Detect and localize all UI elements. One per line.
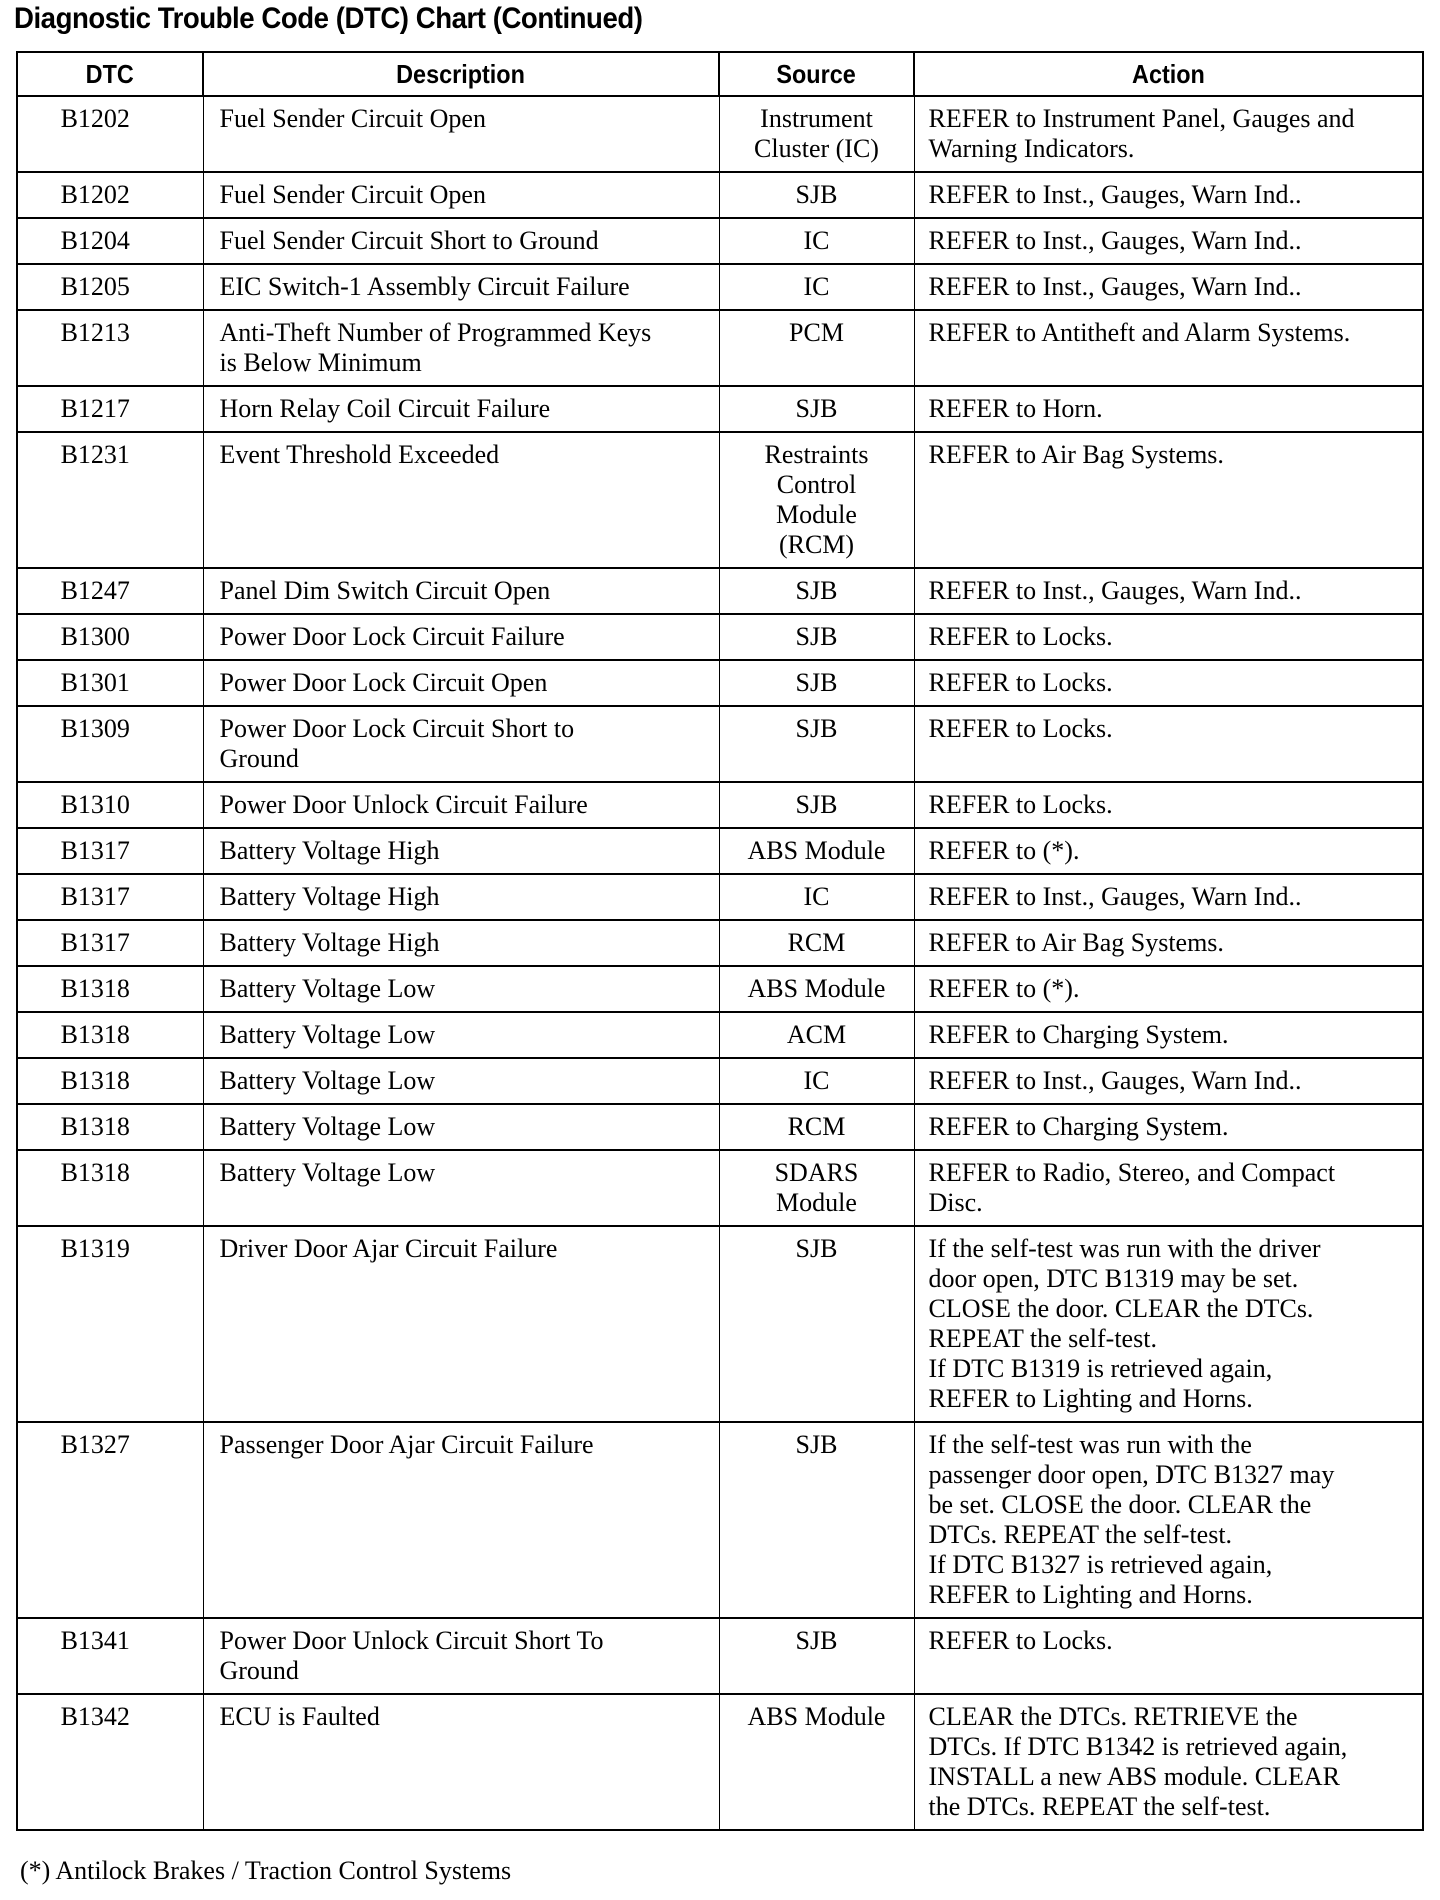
- dtc-cell: B1213: [17, 310, 203, 386]
- header-dtc: [17, 52, 203, 96]
- description-cell: Power Door Lock Circuit Failure: [203, 614, 719, 660]
- dtc-cell: B1318: [17, 1058, 203, 1104]
- page-title: Diagnostic Trouble Code (DTC) Chart (Continued): [14, 2, 643, 35]
- table-row: [17, 966, 1423, 1012]
- table-row: [17, 706, 1423, 782]
- action-cell: REFER to Radio, Stereo, and Compact Disc.: [914, 1150, 1423, 1226]
- footnote: (*) Antilock Brakes / Traction Control Systems: [20, 1856, 512, 1885]
- table-header-row: [17, 52, 1423, 96]
- source-cell: SDARS Module: [719, 1150, 914, 1226]
- action-cell: REFER to Inst., Gauges, Warn Ind..: [914, 172, 1423, 218]
- table-row: [17, 1150, 1423, 1226]
- description-cell: Fuel Sender Circuit Open: [203, 172, 719, 218]
- source-cell: SJB: [719, 660, 914, 706]
- dtc-cell: B1205: [17, 264, 203, 310]
- source-cell: SJB: [719, 614, 914, 660]
- header-label: Action: [1132, 58, 1205, 89]
- header-description: [203, 52, 719, 96]
- table-row: [17, 96, 1423, 172]
- source-cell: SJB: [719, 1422, 914, 1618]
- description-cell: Fuel Sender Circuit Open: [203, 96, 719, 172]
- description-cell: Battery Voltage Low: [203, 1104, 719, 1150]
- action-cell: REFER to Locks.: [914, 660, 1423, 706]
- table-row: [17, 1226, 1423, 1422]
- action-cell: If the self-test was run with the driver door open, DTC B1319 may be set. CLOSE the door. CLEAR the DTCs. REPEAT the self-test. If DTC B1319 is retrieved again, REFER to Lighting and Horns.: [914, 1226, 1423, 1422]
- header-label: Description: [396, 58, 526, 89]
- action-cell: REFER to Inst., Gauges, Warn Ind..: [914, 264, 1423, 310]
- table-row: [17, 1104, 1423, 1150]
- description-cell: Panel Dim Switch Circuit Open: [203, 568, 719, 614]
- dtc-cell: B1318: [17, 1104, 203, 1150]
- source-cell: SJB: [719, 782, 914, 828]
- dtc-cell: B1300: [17, 614, 203, 660]
- dtc-cell: B1202: [17, 172, 203, 218]
- source-cell: ABS Module: [719, 966, 914, 1012]
- table-row: [17, 218, 1423, 264]
- description-cell: Battery Voltage High: [203, 874, 719, 920]
- dtc-cell: B1217: [17, 386, 203, 432]
- description-cell: Passenger Door Ajar Circuit Failure: [203, 1422, 719, 1618]
- dtc-cell: B1342: [17, 1694, 203, 1830]
- action-cell: REFER to (*).: [914, 828, 1423, 874]
- table-row: [17, 828, 1423, 874]
- description-cell: Power Door Lock Circuit Short to Ground: [203, 706, 719, 782]
- dtc-cell: B1327: [17, 1422, 203, 1618]
- action-cell: REFER to Inst., Gauges, Warn Ind..: [914, 218, 1423, 264]
- table-row: [17, 614, 1423, 660]
- action-cell: REFER to Locks.: [914, 614, 1423, 660]
- source-cell: SJB: [719, 1618, 914, 1694]
- source-cell: SJB: [719, 172, 914, 218]
- header-label: DTC: [85, 58, 135, 89]
- table-row: [17, 1058, 1423, 1104]
- description-cell: Battery Voltage Low: [203, 966, 719, 1012]
- description-cell: Power Door Unlock Circuit Short To Ground: [203, 1618, 719, 1694]
- description-cell: Power Door Unlock Circuit Failure: [203, 782, 719, 828]
- source-cell: IC: [719, 874, 914, 920]
- description-cell: Battery Voltage High: [203, 828, 719, 874]
- table-row: [17, 782, 1423, 828]
- description-cell: Battery Voltage Low: [203, 1012, 719, 1058]
- dtc-cell: B1301: [17, 660, 203, 706]
- table-row: [17, 920, 1423, 966]
- dtc-cell: B1231: [17, 432, 203, 568]
- source-cell: ABS Module: [719, 1694, 914, 1830]
- description-cell: Power Door Lock Circuit Open: [203, 660, 719, 706]
- source-cell: IC: [719, 264, 914, 310]
- dtc-cell: B1317: [17, 920, 203, 966]
- description-cell: Event Threshold Exceeded: [203, 432, 719, 568]
- dtc-cell: B1317: [17, 828, 203, 874]
- dtc-cell: B1247: [17, 568, 203, 614]
- table-row: [17, 264, 1423, 310]
- table-row: [17, 386, 1423, 432]
- source-cell: SJB: [719, 386, 914, 432]
- source-cell: RCM: [719, 1104, 914, 1150]
- action-cell: REFER to Antitheft and Alarm Systems.: [914, 310, 1423, 386]
- source-cell: RCM: [719, 920, 914, 966]
- dtc-cell: B1318: [17, 1150, 203, 1226]
- description-cell: Battery Voltage High: [203, 920, 719, 966]
- action-cell: REFER to Inst., Gauges, Warn Ind..: [914, 1058, 1423, 1104]
- table-row: [17, 874, 1423, 920]
- source-cell: SJB: [719, 706, 914, 782]
- description-cell: Battery Voltage Low: [203, 1150, 719, 1226]
- dtc-cell: B1310: [17, 782, 203, 828]
- action-cell: REFER to Inst., Gauges, Warn Ind..: [914, 874, 1423, 920]
- action-cell: REFER to Horn.: [914, 386, 1423, 432]
- description-cell: Horn Relay Coil Circuit Failure: [203, 386, 719, 432]
- action-cell: REFER to Charging System.: [914, 1104, 1423, 1150]
- description-cell: ECU is Faulted: [203, 1694, 719, 1830]
- source-cell: SJB: [719, 568, 914, 614]
- description-cell: EIC Switch-1 Assembly Circuit Failure: [203, 264, 719, 310]
- source-cell: ACM: [719, 1012, 914, 1058]
- table-row: [17, 432, 1423, 568]
- source-cell: PCM: [719, 310, 914, 386]
- action-cell: REFER to Charging System.: [914, 1012, 1423, 1058]
- source-cell: ABS Module: [719, 828, 914, 874]
- action-cell: REFER to Locks.: [914, 706, 1423, 782]
- dtc-table: [16, 51, 1424, 1831]
- header-label: Source: [776, 58, 857, 89]
- dtc-cell: B1341: [17, 1618, 203, 1694]
- source-cell: SJB: [719, 1226, 914, 1422]
- dtc-cell: B1318: [17, 966, 203, 1012]
- dtc-cell: B1318: [17, 1012, 203, 1058]
- header-source: [719, 52, 914, 96]
- dtc-cell: B1317: [17, 874, 203, 920]
- action-cell: REFER to Air Bag Systems.: [914, 432, 1423, 568]
- description-cell: Driver Door Ajar Circuit Failure: [203, 1226, 719, 1422]
- source-cell: Restraints Control Module (RCM): [719, 432, 914, 568]
- table-row: [17, 1422, 1423, 1618]
- table-row: [17, 660, 1423, 706]
- dtc-cell: B1319: [17, 1226, 203, 1422]
- table-row: [17, 568, 1423, 614]
- dtc-cell: B1202: [17, 96, 203, 172]
- action-cell: REFER to (*).: [914, 966, 1423, 1012]
- action-cell: REFER to Air Bag Systems.: [914, 920, 1423, 966]
- table-row: [17, 1694, 1423, 1830]
- action-cell: REFER to Locks.: [914, 782, 1423, 828]
- action-cell: CLEAR the DTCs. RETRIEVE the DTCs. If DTC B1342 is retrieved again, INSTALL a new ABS module. CLEAR the DTCs. REPEAT the self-test.: [914, 1694, 1423, 1830]
- dtc-cell: B1204: [17, 218, 203, 264]
- description-cell: Anti-Theft Number of Programmed Keys is Below Minimum: [203, 310, 719, 386]
- action-cell: REFER to Inst., Gauges, Warn Ind..: [914, 568, 1423, 614]
- source-cell: IC: [719, 1058, 914, 1104]
- action-cell: REFER to Locks.: [914, 1618, 1423, 1694]
- table-row: [17, 310, 1423, 386]
- table-row: [17, 1012, 1423, 1058]
- header-action: [914, 52, 1423, 96]
- action-cell: REFER to Instrument Panel, Gauges and Warning Indicators.: [914, 96, 1423, 172]
- description-cell: Fuel Sender Circuit Short to Ground: [203, 218, 719, 264]
- source-cell: IC: [719, 218, 914, 264]
- description-cell: Battery Voltage Low: [203, 1058, 719, 1104]
- source-cell: Instrument Cluster (IC): [719, 96, 914, 172]
- dtc-cell: B1309: [17, 706, 203, 782]
- table-row: [17, 172, 1423, 218]
- action-cell: If the self-test was run with the passenger door open, DTC B1327 may be set. CLOSE the door. CLEAR the DTCs. REPEAT the self-test. If DTC B1327 is retrieved again, REFER to Lighting and Horns.: [914, 1422, 1423, 1618]
- table-row: [17, 1618, 1423, 1694]
